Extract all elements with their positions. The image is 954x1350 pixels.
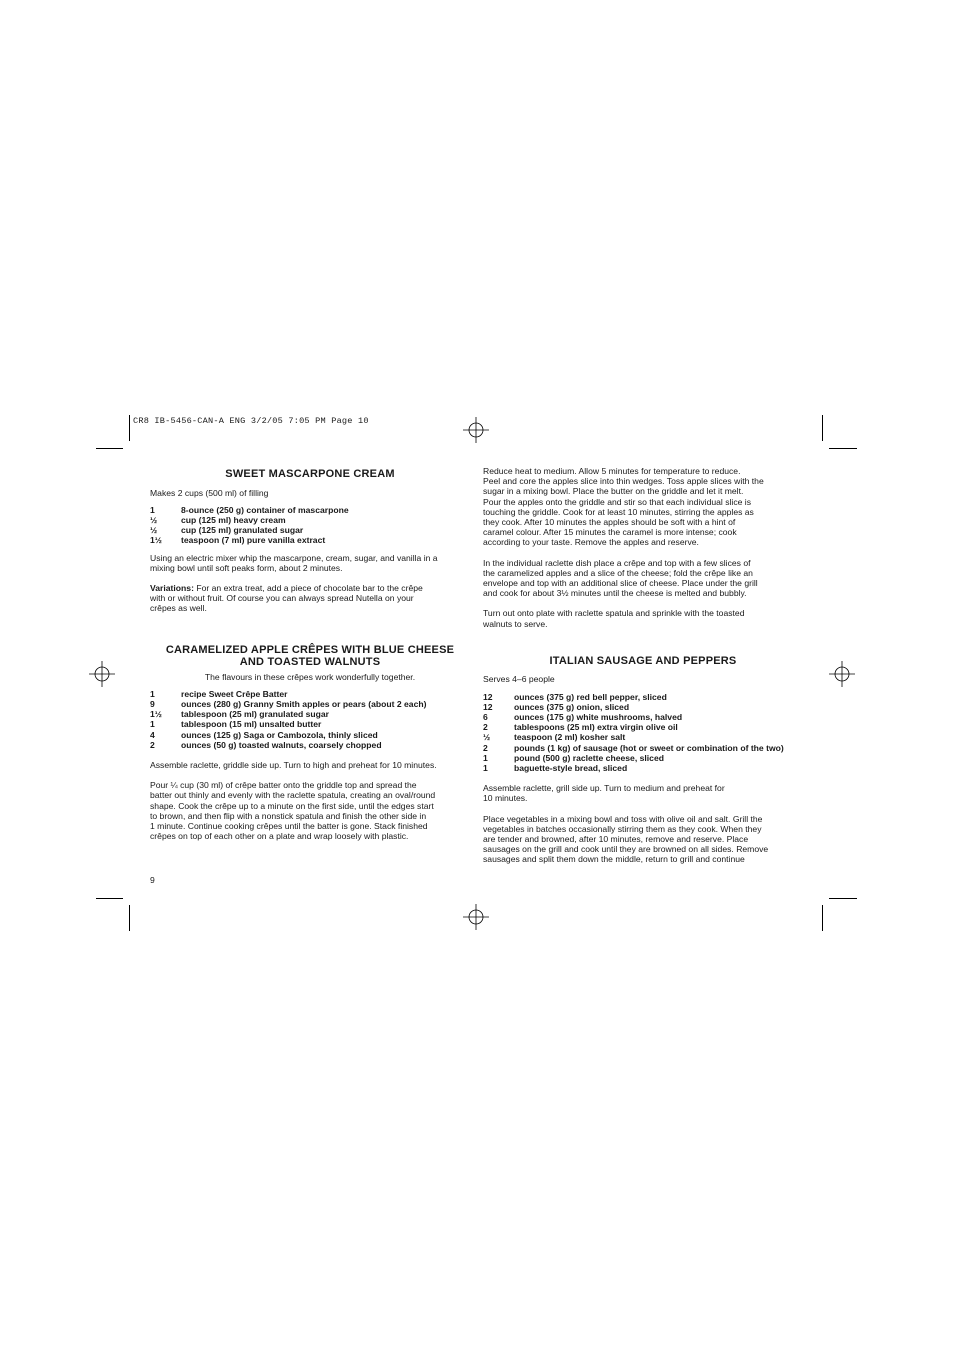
ingredient-row: 1 pound (500 g) raclette cheese, sliced [483, 752, 664, 763]
ingredient-row: 1½ teaspoon (7 ml) pure vanilla extract [150, 535, 326, 546]
apple-step-1: Assemble raclette, griddle side up. Turn to high and preheat for 10 minutes. [150, 759, 437, 770]
registration-mark-top-icon [463, 417, 489, 443]
crop-mark-top-right-v [822, 415, 823, 441]
apple-step-4: In the individual raclette dish place a crêpe and top with a few slices of the caramelized apples and a slice of the cheese; fold the crêpe like an envelope and top with an additional slice of cheese. Place under the grill and cook for about 3½ minutes until the cheese is melted and bubbly. [483, 557, 758, 599]
apple-step-5: Turn out onto plate with raclette spatula and sprinkle with the toasted walnuts to serve. [483, 608, 745, 629]
ingredient-row: 2 ounces (50 g) toasted walnuts, coarsely chopped [150, 739, 382, 750]
sausage-title: ITALIAN SAUSAGE AND PEPPERS [549, 654, 737, 667]
crop-mark-bottom-right-v [822, 905, 823, 931]
crop-mark-bottom-right-h [829, 898, 857, 899]
left-column [150, 468, 470, 841]
crop-mark-bottom-left-v [129, 905, 130, 931]
page-number: 9 [150, 875, 155, 885]
ingredient-row: 2 pounds (1 kg) of sausage (hot or sweet or combination of the two) [483, 742, 784, 753]
registration-mark-left-icon [89, 661, 115, 687]
registration-mark-right-icon [829, 661, 855, 687]
ingredient-row: 4 ounces (125 g) Saga or Cambozola, thinly sliced [150, 729, 378, 740]
ingredient-row: 1½ tablespoon (25 ml) granulated sugar [150, 709, 330, 720]
registration-mark-bottom-icon [463, 904, 489, 930]
ingredient-row: 1 recipe Sweet Crêpe Batter [150, 688, 288, 699]
ingredient-row: 1 tablespoon (15 ml) unsalted butter [150, 719, 322, 730]
sausage-step-2: Place vegetables in a mixing bowl and toss with olive oil and salt. Grill the vegetables in batches occasionally stirring them as they cook. When they are tender and browned, after 10 minutes, remove and reserve. Place sausages on the grill and cook until they are browned on all sides. Remove sausages and split them down the middle, return to grill and continue [483, 813, 769, 865]
apple-ingredient-list [150, 689, 470, 750]
mascarpone-variations: Variations: For an extra treat, add a piece of chocolate bar to the crêpe with or without fruit. Of course you can always spread Nutella on your crêpes as well. [150, 582, 423, 614]
ingredient-row: ½ cup (125 ml) heavy cream [150, 514, 286, 525]
ingredient-row: ½ teaspoon (2 ml) kosher salt [483, 732, 626, 743]
ingredient-row: 1 baguette-style bread, sliced [483, 762, 628, 773]
apple-step-3: Reduce heat to medium. Allow 5 minutes for temperature to reduce. Peel and core the apples slice into thin wedges. Toss apple slices with the sugar in a mixing bowl. Place the butter on the griddle and let it melt. Pour the apples onto the griddle and stir so that each individual slice is touching the griddle. Cook for at least 10 minutes, stirring the apples as they cook. After 10 minutes the apples should be soft with a hint of caramel colour. After 15 minutes the caramel is more intense; cook according to your taste. Remove the apples and reserve. [483, 466, 764, 548]
mascarpone-title: SWEET MASCARPONE CREAM [225, 468, 395, 480]
crop-mark-top-left-h [96, 448, 123, 449]
ingredient-row: 9 ounces (280 g) Granny Smith apples or pears (about 2 each) [150, 698, 427, 709]
right-column [483, 466, 803, 865]
mascarpone-ingredient-list [150, 505, 470, 546]
ingredient-row: 2 tablespoons (25 ml) extra virgin olive oil [483, 722, 678, 733]
crop-mark-top-left-v [129, 415, 130, 441]
ingredient-row: ½ cup (125 ml) granulated sugar [150, 525, 304, 536]
printer-slug: CR8 IB-5456-CAN-A ENG 3/2/05 7:05 PM Page 10 [133, 416, 369, 426]
crop-mark-top-right-h [829, 448, 857, 449]
apple-step-2: Pour ¼ cup (30 ml) of crêpe batter onto the griddle top and spread the batter out thinly and evenly with the raclette spatula, creating an oval/round shape. Cook the crêpe up to a minute on the first side, until the edges start to brown, and then flip with a nonstick spatula and finish the other side in 1 minute. Continue cooking crêpes until the batter is gone. Stack finished crêpes on top of each other on a plate and wrap loosely with plastic. [150, 780, 436, 842]
crop-mark-bottom-left-h [96, 898, 123, 899]
apple-intro: The flavours in these crêpes work wonderfully together. [204, 671, 416, 682]
mascarpone-yield: Makes 2 cups (500 ml) of filling [150, 487, 269, 498]
ingredient-row: 6 ounces (175 g) white mushrooms, halved [483, 711, 683, 722]
mascarpone-method: Using an electric mixer whip the mascarpone, cream, sugar, and vanilla in a mixing bowl until soft peaks form, about 2 minutes. [150, 552, 438, 573]
ingredient-row: 12 ounces (375 g) red bell pepper, sliced [483, 691, 667, 702]
sausage-step-1: Assemble raclette, grill side up. Turn to medium and preheat for 10 minutes. [483, 783, 725, 804]
sausage-ingredient-list [483, 692, 803, 774]
apple-title: CARAMELIZED APPLE CRÊPES WITH BLUE CHEESE AND TOASTED WALNUTS [165, 643, 455, 669]
sausage-serves: Serves 4–6 people [483, 674, 555, 685]
ingredient-row: 1 8-ounce (250 g) container of mascarpone [150, 504, 349, 515]
variations-label: Variations: [150, 582, 194, 593]
ingredient-row: 12 ounces (375 g) onion, sliced [483, 701, 630, 712]
